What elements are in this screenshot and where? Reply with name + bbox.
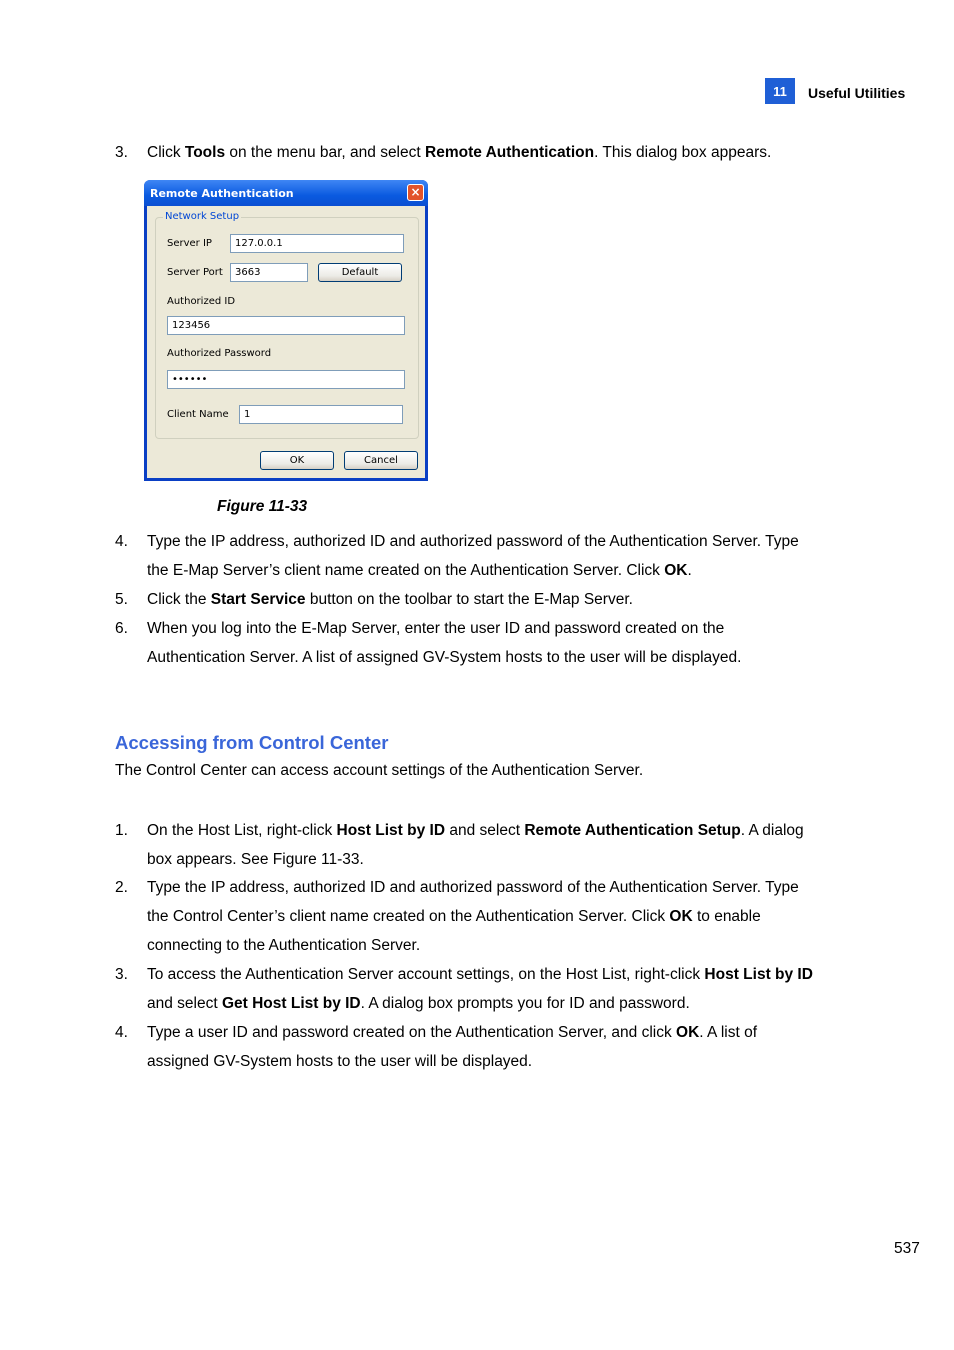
chapter-number-badge: 11	[765, 78, 795, 104]
dialog-body	[147, 206, 425, 478]
step-number: 3.	[115, 144, 128, 161]
text-segment: and select	[445, 822, 525, 839]
text-segment: On the Host List, right-click	[147, 822, 337, 839]
step-text	[147, 816, 847, 874]
text-segment: . A list of	[699, 1024, 758, 1041]
dialog-title: Remote Authentication	[150, 187, 294, 200]
text-segment: Type a user ID and password created on the Authentication Server, and click	[147, 1024, 677, 1041]
text-segment: Click the	[147, 591, 211, 608]
step-text	[147, 527, 847, 585]
authorized-id-input[interactable]: 123456	[167, 316, 405, 335]
server-ip-input[interactable]: 127.0.0.1	[230, 234, 404, 253]
text-segment: To access the Authentication Server account settings, on the Host List, right-click	[147, 966, 705, 983]
bold-term: Start Service	[210, 591, 306, 608]
authorized-password-label: Authorized Password	[167, 348, 272, 359]
step-text	[147, 960, 847, 1018]
cancel-button[interactable]: Cancel	[344, 451, 418, 470]
text-segment: Type the IP address, authorized ID and authorized password of the Authentication Server. Type	[147, 533, 799, 550]
page-number: 537	[894, 1240, 920, 1257]
step-text	[147, 585, 847, 614]
step-number: 3.	[115, 966, 128, 983]
step-text	[147, 1018, 847, 1076]
remote-authentication-dialog	[144, 180, 428, 481]
text-segment: connecting to the Authentication Server.	[147, 937, 421, 954]
bold-term: OK	[669, 908, 693, 925]
authorized-id-label: Authorized ID	[167, 296, 236, 307]
text-segment: . A dialog box prompts you for ID and password.	[360, 995, 690, 1012]
text-segment: and select	[147, 995, 222, 1012]
text-segment: . A dialog	[740, 822, 804, 839]
chapter-title: Useful Utilities	[808, 85, 906, 101]
step-number: 4.	[115, 533, 128, 550]
text-segment: .	[687, 562, 692, 579]
default-button[interactable]: Default	[318, 263, 402, 282]
text-segment: on the menu bar, and select	[225, 144, 425, 161]
step-number: 2.	[115, 879, 128, 896]
section-intro: The Control Center can access account settings of the Authentication Server.	[115, 762, 644, 779]
bold-term: Host List by ID	[336, 822, 446, 839]
server-port-input[interactable]: 3663	[230, 263, 308, 282]
ok-button[interactable]: OK	[260, 451, 334, 470]
step-number: 4.	[115, 1024, 128, 1041]
text-segment: the E-Map Server’s client name created on the Authentication Server. Click	[147, 562, 665, 579]
authorized-password-input[interactable]: ••••••	[167, 370, 405, 389]
bold-term: Get Host List by ID	[221, 995, 361, 1012]
text-segment: to enable	[692, 908, 761, 925]
text-segment: . This dialog box appears.	[594, 144, 772, 161]
client-name-input[interactable]: 1	[239, 405, 403, 424]
bold-term: OK	[664, 562, 688, 579]
text-segment: Type the IP address, authorized ID and authorized password of the Authentication Server. Type	[147, 879, 799, 896]
client-name-label: Client Name	[167, 409, 229, 420]
server-port-label: Server Port	[167, 267, 223, 278]
text-segment: When you log into the E-Map Server, enter the user ID and password created on the	[147, 620, 725, 637]
bold-term: Host List by ID	[704, 966, 813, 983]
step-number: 1.	[115, 822, 128, 839]
dialog-titlebar[interactable]	[144, 180, 428, 206]
section-heading: Accessing from Control Center	[115, 732, 389, 753]
network-setup-group	[155, 211, 419, 439]
bold-term: Tools	[184, 144, 226, 161]
text-segment: box appears. See Figure 11-33.	[147, 851, 364, 868]
bold-term: Remote Authentication	[425, 144, 595, 161]
step-text	[147, 614, 847, 672]
bold-term: Remote Authentication Setup	[524, 822, 741, 839]
text-segment: Click	[147, 144, 185, 161]
step-text	[147, 873, 847, 960]
group-title: Network Setup	[165, 211, 240, 222]
bold-term: OK	[676, 1024, 700, 1041]
figure-caption: Figure 11-33	[217, 498, 308, 515]
step-number: 6.	[115, 620, 128, 637]
text-segment: button on the toolbar to start the E-Map Server.	[305, 591, 633, 608]
close-icon[interactable]: ×	[407, 184, 424, 201]
step-text	[147, 138, 847, 167]
text-segment: Authentication Server. A list of assigned GV-System hosts to the user will be displayed.	[147, 649, 742, 666]
server-ip-label: Server IP	[167, 238, 212, 249]
text-segment: the Control Center’s client name created on the Authentication Server. Click	[147, 908, 670, 925]
text-segment: assigned GV-System hosts to the user will be displayed.	[147, 1053, 533, 1070]
step-number: 5.	[115, 591, 128, 608]
